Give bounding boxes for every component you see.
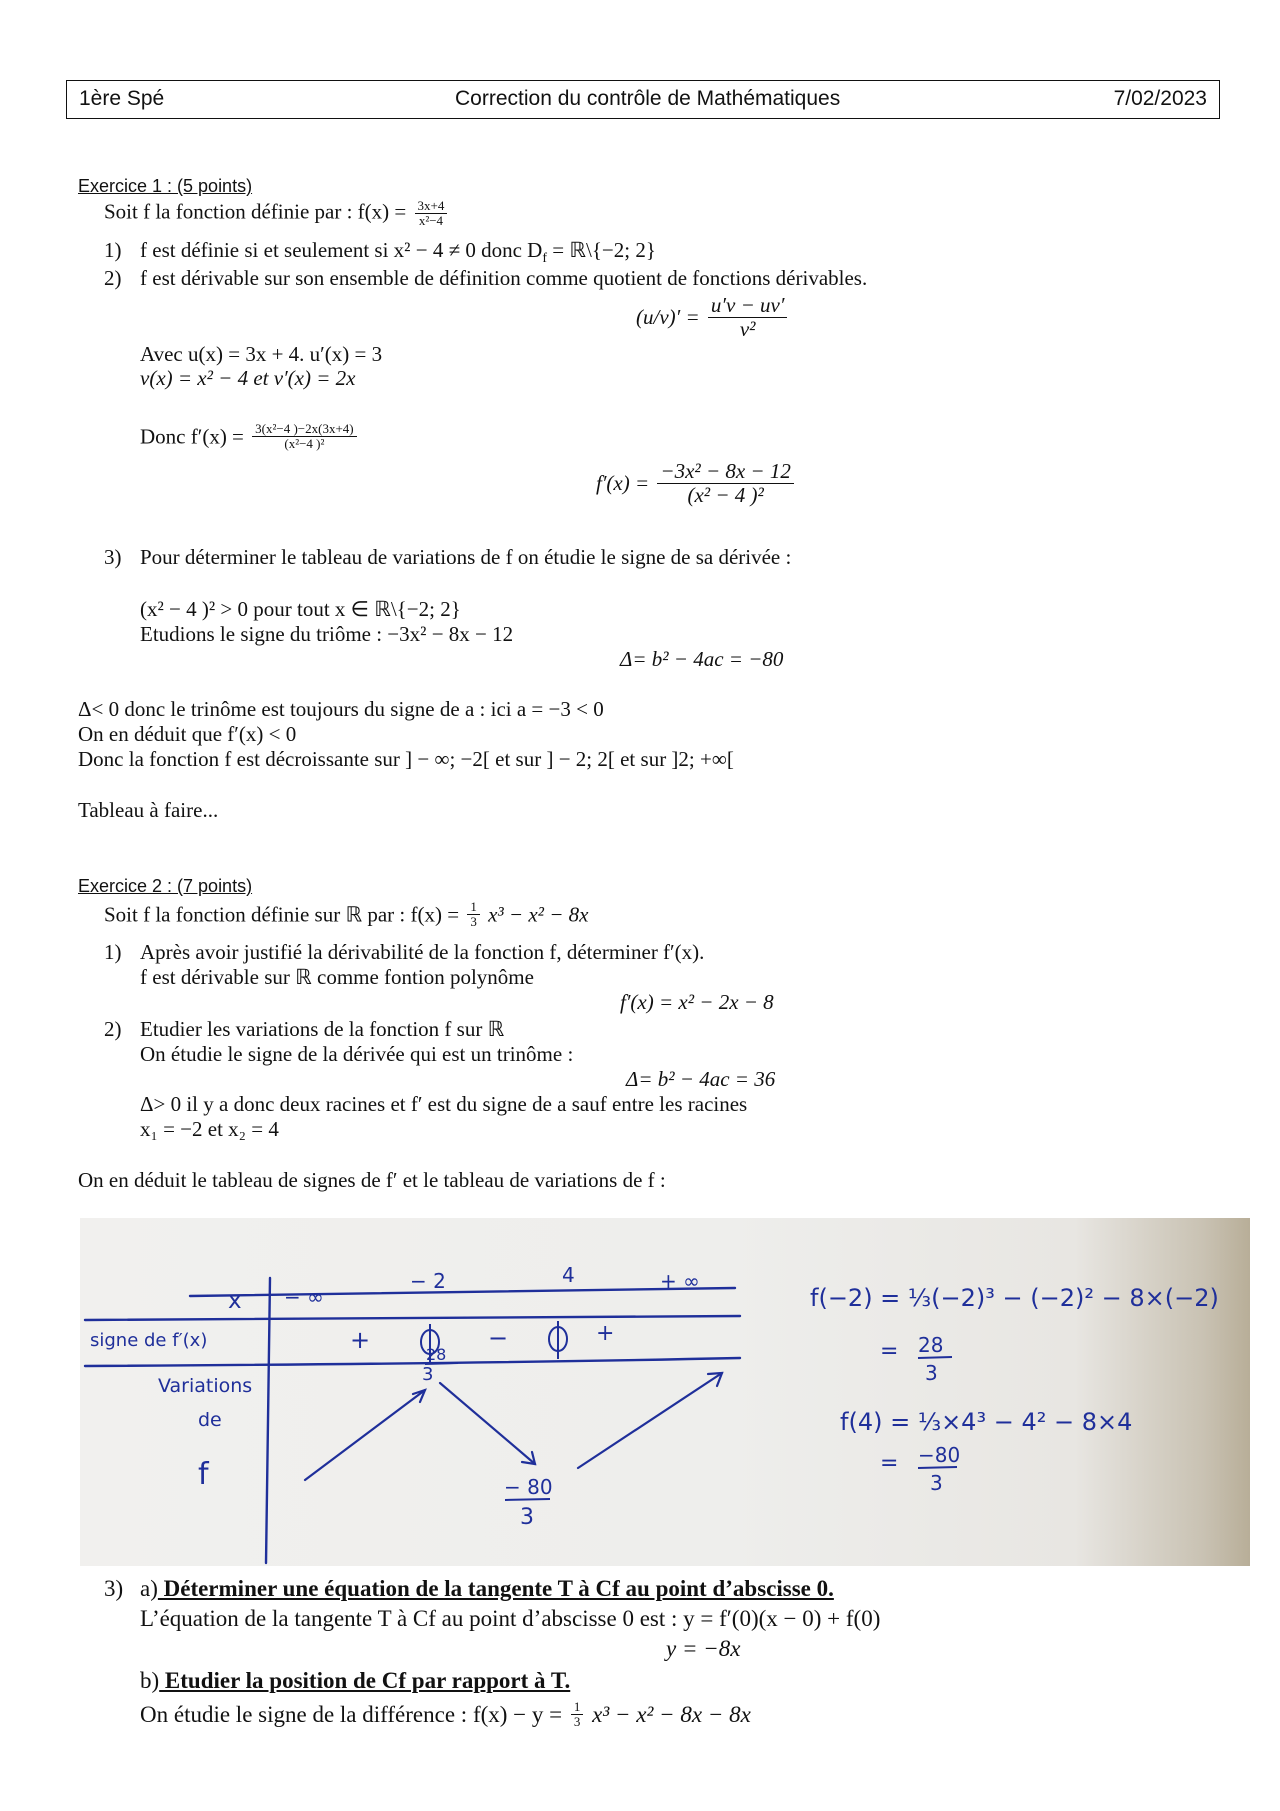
ex1-donc-line: Donc f′(x) = $\frac{\text{3(x²−4 )−2x(3x+4)}}{\text{(x²−4 )²}}$ — [140, 422, 360, 452]
ex1-q3-text: Pour déterminer le tableau de variations de f on étudie le signe de sa dérivée : — [140, 545, 792, 569]
ex2-q2-text: Etudier les variations de la fonction f sur ℝ — [140, 1017, 505, 1041]
ex2-q3b-text: On étudie le signe de la différence : f(x) − y = $\frac{1}{3}$ x³ − x² − 8x − 8x — [140, 1699, 751, 1730]
hw-minus: − — [488, 1324, 509, 1352]
hw-row-sign: signe de f′(x) — [90, 1330, 208, 1351]
ex1-title: Exercice 1 : (5 points) — [78, 176, 253, 196]
ex2-q3a-heading: a) Déterminer une équation de la tangente T à Cf au point d’abscisse 0. — [140, 1576, 834, 1601]
hw-min-den: 3 — [520, 1505, 534, 1530]
ex2-delta: Δ= b² − 4ac = 36 — [626, 1067, 776, 1091]
hw-calc-2-num: −80 — [918, 1443, 961, 1467]
ex2-fprime: f′(x) = x² − 2x − 8 — [620, 990, 774, 1014]
handwritten-table-photo — [80, 1218, 1250, 1566]
ex1-avec-line: Avec u(x) = 3x + 4. u′(x) = 3 — [140, 342, 383, 366]
hw-calc-1-num: 28 — [918, 1333, 944, 1357]
ex2-q2-b: On étudie le signe de la dérivée qui est un trinôme : — [140, 1042, 574, 1066]
ex2-q2-c: Δ> 0 il y a donc deux racines et f′ est du signe de a sauf entre les racines — [140, 1092, 748, 1116]
ex1-line-3: Donc la fonction f est décroissante sur ] − ∞; −2[ et sur ] − 2; 2[ et sur ]2; +∞[ — [78, 747, 734, 771]
hw-plus-1: + — [350, 1326, 371, 1354]
ex2-q1-number: 1) — [104, 940, 122, 964]
hw-max-den: 3 — [422, 1364, 434, 1385]
hw-plus-2: + — [596, 1321, 615, 1346]
ex1-f-fraction: $\frac{3x+4}{\text{x²−4}}$ — [415, 199, 448, 229]
ex2-q3-number: 3) — [104, 1576, 124, 1601]
ex2-title: Exercice 2 : (7 points) — [78, 876, 253, 896]
hw-row-var1: Variations — [158, 1375, 253, 1397]
ex1-fprime-result: f′(x) = $\frac{\text{−3x² − 8x − 12}}{\text{(x² − 4 )²}}$ — [596, 460, 797, 507]
ex1-etudions-line: Etudions le signe du triôme : −3x² − 8x − 12 — [140, 622, 514, 646]
hw-calc-2-eq: = — [880, 1451, 899, 1476]
hw-max-num: 28 — [426, 1345, 447, 1364]
hw-minus-2: − 2 — [410, 1269, 446, 1293]
header-title: Correction du contrôle de Mathématiques — [455, 87, 841, 110]
ex1-line-1: Δ< 0 donc le trinôme est toujours du signe de a : ici a = −3 < 0 — [78, 697, 604, 721]
ex2-q3a-text: L’équation de la tangente T à Cf au point d’abscisse 0 est : y = f′(0)(x − 0) + f(0) — [140, 1606, 881, 1631]
ex2-deduit: On en déduit le tableau de signes de f′ et le tableau de variations de f : — [78, 1168, 666, 1192]
ex1-q1-number: 1) — [104, 238, 122, 262]
ex1-delta: Δ= b² − 4ac = −80 — [620, 647, 784, 671]
ex2-q1-justif: f est dérivable sur ℝ comme fontion polynôme — [140, 965, 534, 989]
ex2-q1-text: Après avoir justifié la dérivabilité de la fonction f, déterminer f′(x). — [140, 940, 705, 964]
hw-calc-1-eq: = — [880, 1339, 899, 1364]
ex2-intro: Soit f la fonction définie sur ℝ par : f(x) = $\frac{1}{3}$ x³ − x² − 8x — [104, 899, 589, 930]
ex2-q2-number: 2) — [104, 1017, 122, 1041]
ex1-line-4: Tableau à faire... — [78, 798, 219, 822]
ex1-q2-number: 2) — [104, 266, 122, 290]
ex1-q3-number: 3) — [104, 545, 122, 569]
ex1-q1-text: f est définie si et seulement si x² − 4 ≠ 0 donc $D_f$ = ℝ\{−2; 2} — [140, 238, 656, 267]
ex2-roots: x₁ = −2 et x₂ = 4 — [140, 1117, 279, 1141]
header-date: 7/02/2023 — [1113, 87, 1207, 110]
hw-row-var2: de — [198, 1409, 222, 1431]
hw-four: 4 — [562, 1263, 575, 1287]
ex1-v-line: v(x) = x² − 4 et v′(x) = 2x — [140, 366, 356, 390]
handwritten-table-svg — [80, 1218, 1250, 1566]
table-lines — [85, 1278, 740, 1563]
ex1-intro: Soit f la fonction définie par : f(x) = $\frac{3x+4}{\text{x²−4}}$ — [104, 199, 450, 229]
ex2-q3a-result: y = −8x — [666, 1636, 741, 1661]
hw-calc-2-den: 3 — [930, 1471, 943, 1495]
hw-row-x: x — [228, 1288, 242, 1314]
ex1-quotient-rule: (u/v)′ = $\frac{u'v - uv'}{\text{v²}}$ — [636, 294, 790, 341]
hw-min-num: − 80 — [504, 1475, 553, 1499]
hw-calc-1-den: 3 — [925, 1361, 938, 1385]
header-level: 1ère Spé — [79, 87, 165, 110]
hw-plus-inf: + ∞ — [660, 1269, 700, 1293]
header-box — [66, 80, 1220, 119]
hw-calc-2: f(4) = ⅓×4³ − 4² − 8×4 — [840, 1408, 1133, 1436]
hw-minus-inf: − ∞ — [284, 1285, 324, 1309]
ex1-line-2: On en déduit que f′(x) < 0 — [78, 722, 297, 746]
ex2-q3b-heading: b) Etudier la position de Cf par rapport à T. — [140, 1668, 571, 1693]
ex1-positive-line: (x² − 4 )² > 0 pour tout x ∈ ℝ\{−2; 2} — [140, 597, 461, 621]
ex1-q2-text: f est dérivable sur son ensemble de définition comme quotient de fonctions dérivables. — [140, 266, 868, 290]
hw-row-var3: f — [198, 1457, 209, 1492]
variation-arrows — [305, 1373, 722, 1480]
hw-calc-1: f(−2) = ⅓(−2)³ − (−2)² − 8×(−2) — [810, 1284, 1219, 1312]
